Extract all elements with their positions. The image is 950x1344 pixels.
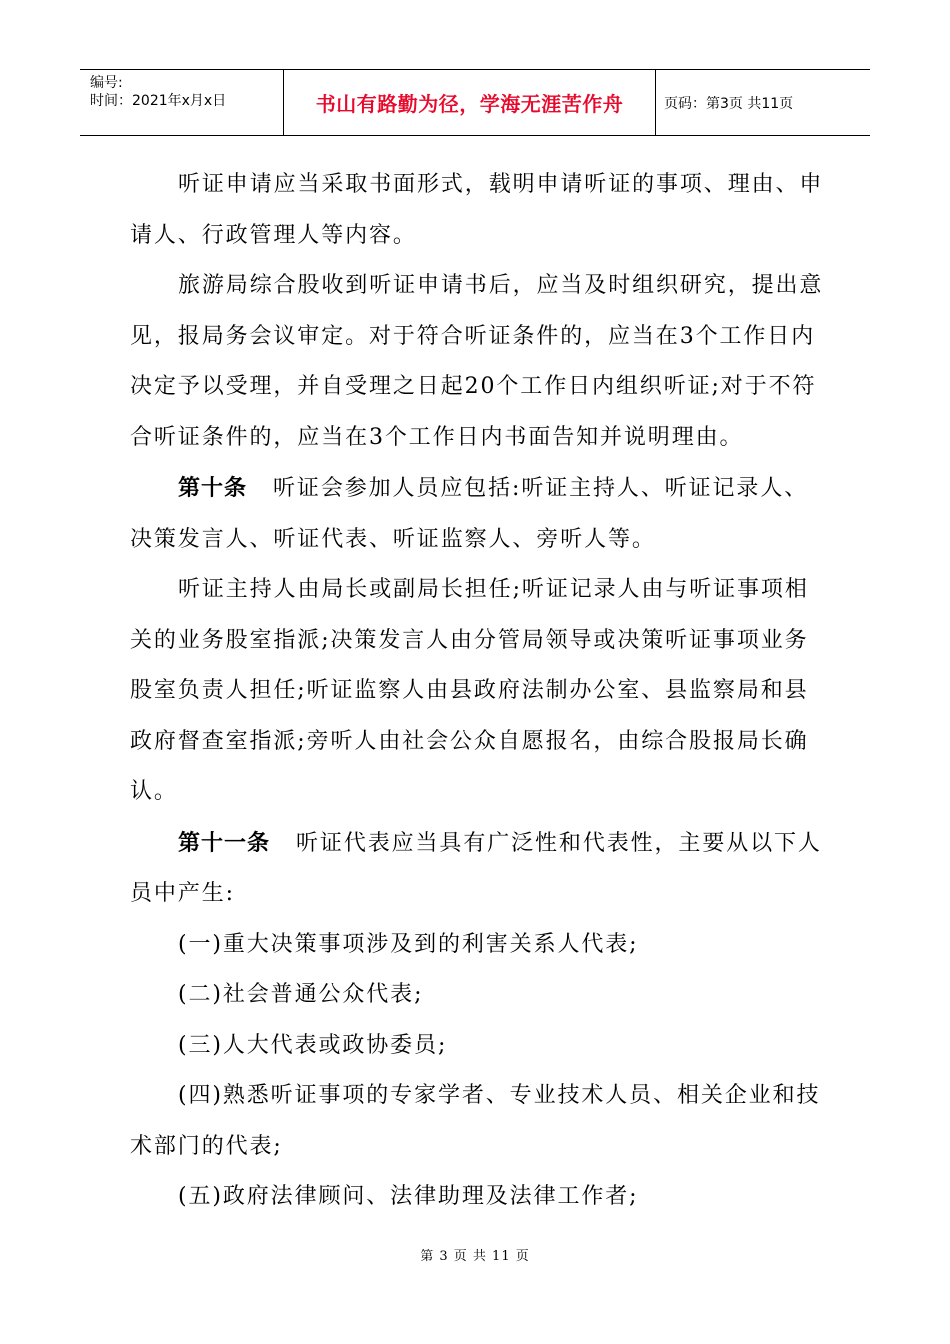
paragraph-text: 旅游局综合股收到听证申请书后，应当及时组织研究，提出意见，报局务会议审定。对于符合听证条件的，应当在3个工作日内决定予以受理，并自受理之日起20个工作日内组织听证;对于不符合听证条件的，应当在3个工作日内书面告知并说明理由。 [130, 273, 824, 450]
paragraph-text: 听证代表应当具有广泛性和代表性，主要从以下人员中产生: [130, 830, 822, 906]
article-heading: 第十条 [178, 475, 248, 501]
paragraph-text: (四)熟悉听证事项的专家学者、专业技术人员、相关企业和技术部门的代表; [130, 1083, 821, 1159]
paragraph-text: (三)人大代表或政协委员; [178, 1032, 448, 1058]
paragraph-text: (二)社会普通公众代表; [178, 982, 424, 1007]
list-item-3 [130, 1021, 830, 1072]
document-body [130, 160, 830, 1223]
article-heading: 第十一条 [178, 829, 271, 856]
page-header [80, 69, 870, 136]
paragraph-4 [130, 565, 830, 818]
paragraph-text: (一)重大决策事项涉及到的利害关系人代表; [178, 931, 639, 957]
header-meta [80, 70, 284, 135]
paragraph-text: (五)政府法律顾问、法律助理及法律工作者; [178, 1184, 639, 1209]
article-10 [130, 463, 830, 565]
header-page-info: 页码：第3页 共11页 [664, 95, 794, 112]
article-11 [130, 818, 830, 920]
document-number-label: 编号: [90, 75, 123, 91]
paragraph-2 [130, 261, 830, 463]
paragraph-1 [130, 160, 830, 261]
list-item-4 [130, 1071, 830, 1172]
paragraph-text: 听证申请应当采取书面形式，载明申请听证的事项、理由、申请人、行政管理人等内容。 [130, 172, 824, 248]
list-item-2 [130, 970, 830, 1021]
paragraph-text: 听证主持人由局长或副局长担任;听证记录人由与听证事项相关的业务股室指派;决策发言人由分管局领导或决策听证事项业务股室负责人担任;听证监察人由县政府法制办公室、县监察局和县政府督查室指派;旁听人由社会公众自愿报名，由综合股报局长确认。 [130, 577, 809, 804]
page-footer: 第 3 页 共 11 页 [420, 1249, 530, 1264]
list-item-5 [130, 1172, 830, 1223]
header-motto: 书山有路勤为径，学海无涯苦作舟 [284, 70, 656, 135]
paragraph-text: 听证会参加人员应包括:听证主持人、听证记录人、决策发言人、听证代表、听证监察人、旁听人等。 [130, 476, 809, 552]
list-item-1 [130, 920, 830, 971]
document-date: 时间：2021年x月x日 [90, 93, 227, 109]
